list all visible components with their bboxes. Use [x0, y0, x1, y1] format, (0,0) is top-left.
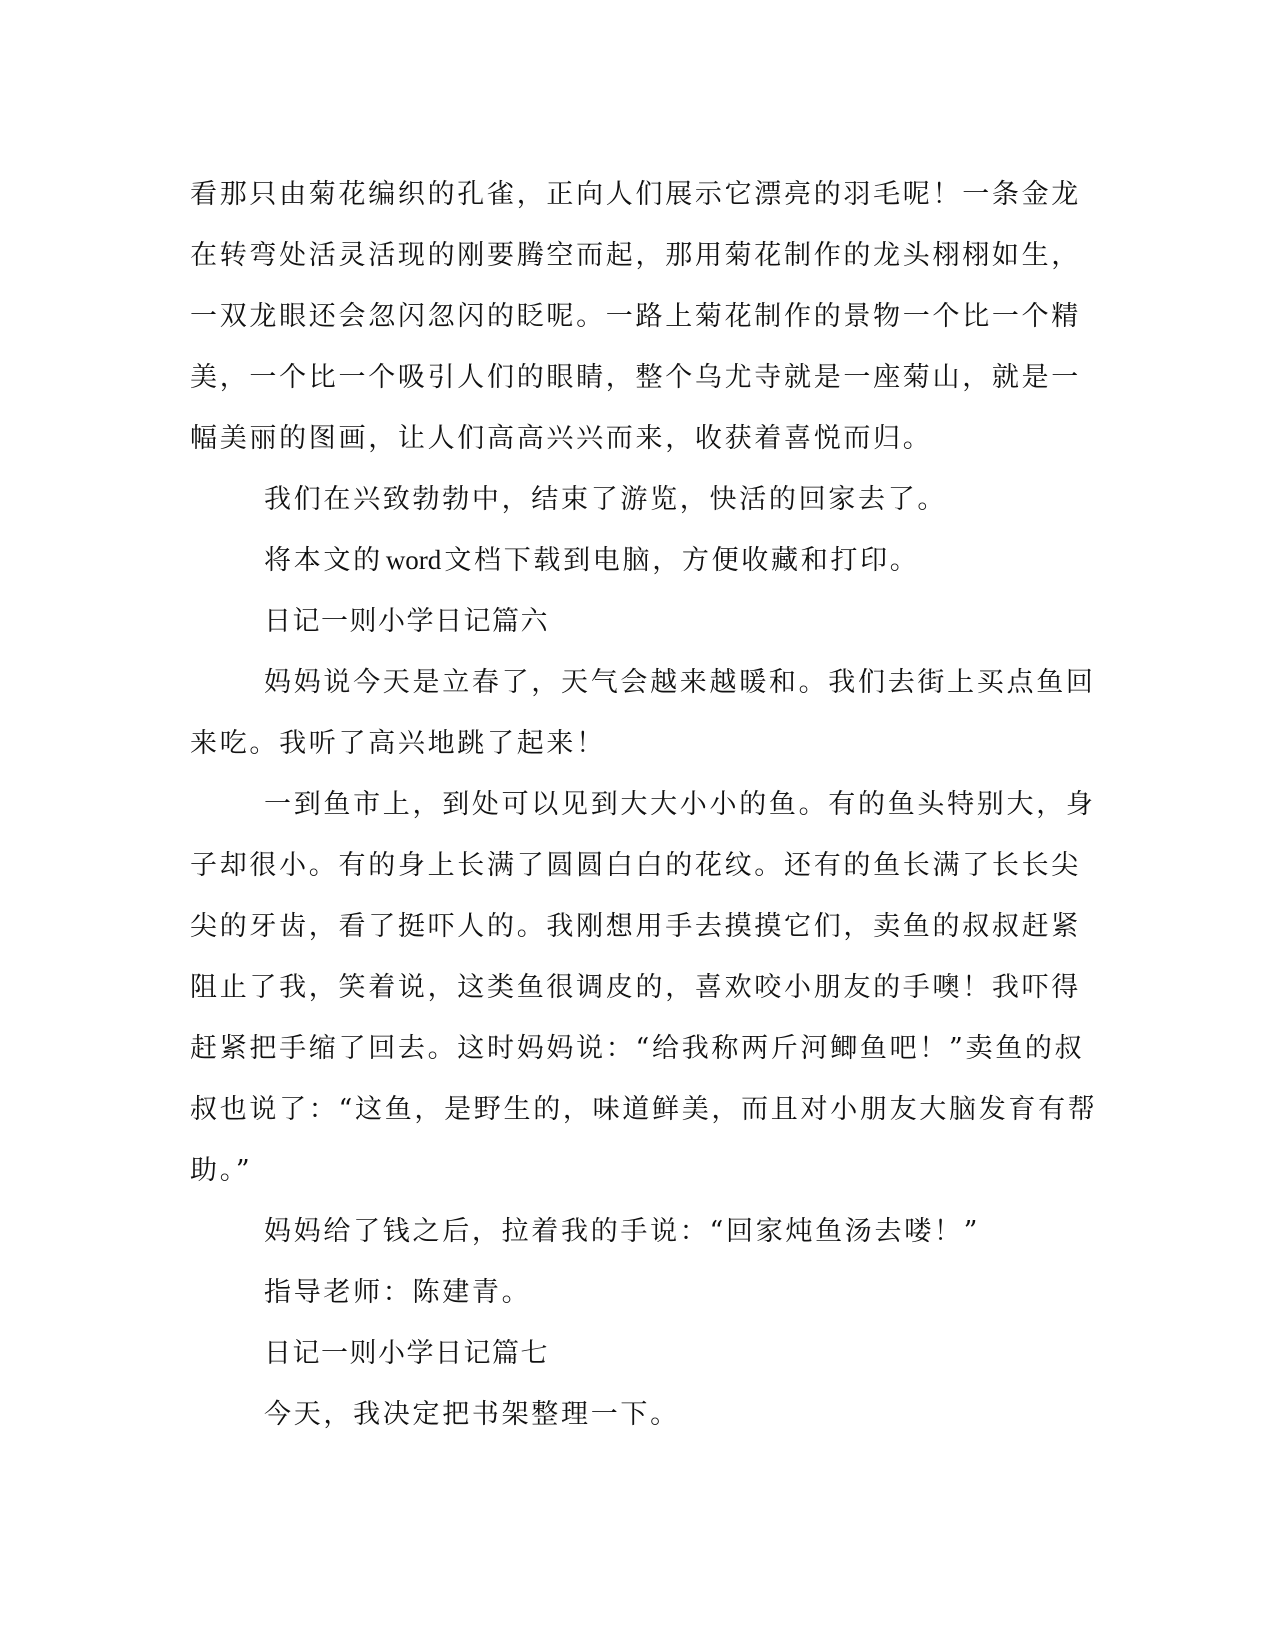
download-note-before: 将本文的 — [264, 545, 383, 576]
paragraph-line: 幅美丽的图画，让人们高高兴兴而来，收获着喜悦而归。 — [190, 423, 933, 454]
paragraph-line: 阻止了我，笑着说，这类鱼很调皮的，喜欢咬小朋友的手噢！我吓得 — [190, 972, 1081, 1003]
download-note-word: word — [385, 545, 442, 575]
download-note-after: 文档下载到电脑，方便收藏和打印。 — [444, 545, 920, 576]
paragraph-line: 在转弯处活灵活现的刚要腾空而起，那用菊花制作的龙头栩栩如生， — [190, 240, 1081, 271]
paragraph-line: 我们在兴致勃勃中，结束了游览，快活的回家去了。 — [264, 484, 948, 515]
paragraph-line: 看那只由菊花编织的孔雀，正向人们展示它漂亮的羽毛呢！一条金龙 — [190, 179, 1081, 210]
paragraph-line: 尖的牙齿，看了挺吓人的。我刚想用手去摸摸它们，卖鱼的叔叔赶紧 — [190, 911, 1081, 942]
paragraph-line: 子却很小。有的身上长满了圆圆白白的花纹。还有的鱼长满了长长尖 — [190, 850, 1081, 881]
paragraph-line: 美，一个比一个吸引人们的眼睛，整个乌尤寺就是一座菊山，就是一 — [190, 362, 1081, 393]
paragraph-line: 助。” — [190, 1155, 253, 1186]
teacher-credit: 指导老师：陈建青。 — [264, 1277, 532, 1308]
paragraph-line: 赶紧把手缩了回去。这时妈妈说：“给我称两斤河鲫鱼吧！”卖鱼的叔 — [190, 1033, 1085, 1064]
document-body — [190, 164, 1098, 1445]
paragraph-line: 今天，我决定把书架整理一下。 — [264, 1399, 680, 1430]
paragraph-line: 妈妈说今天是立春了，天气会越来越暖和。我们去街上买点鱼回 — [264, 667, 1096, 698]
paragraph-line: 妈妈给了钱之后，拉着我的手说：“回家炖鱼汤去喽！” — [264, 1216, 981, 1247]
paragraph-line: 叔也说了：“这鱼，是野生的，味道鲜美，而且对小朋友大脑发育有帮 — [190, 1094, 1098, 1125]
section-title-7: 日记一则小学日记篇七 — [264, 1338, 549, 1369]
paragraph-line: 一到鱼市上，到处可以见到大大小小的鱼。有的鱼头特别大，身 — [264, 789, 1096, 820]
paragraph-line: 一双龙眼还会忽闪忽闪的眨呢。一路上菊花制作的景物一个比一个精 — [190, 301, 1081, 332]
paragraph-line: 来吃。我听了高兴地跳了起来！ — [190, 728, 606, 759]
section-title-6: 日记一则小学日记篇六 — [264, 606, 549, 637]
download-note — [190, 530, 1080, 591]
